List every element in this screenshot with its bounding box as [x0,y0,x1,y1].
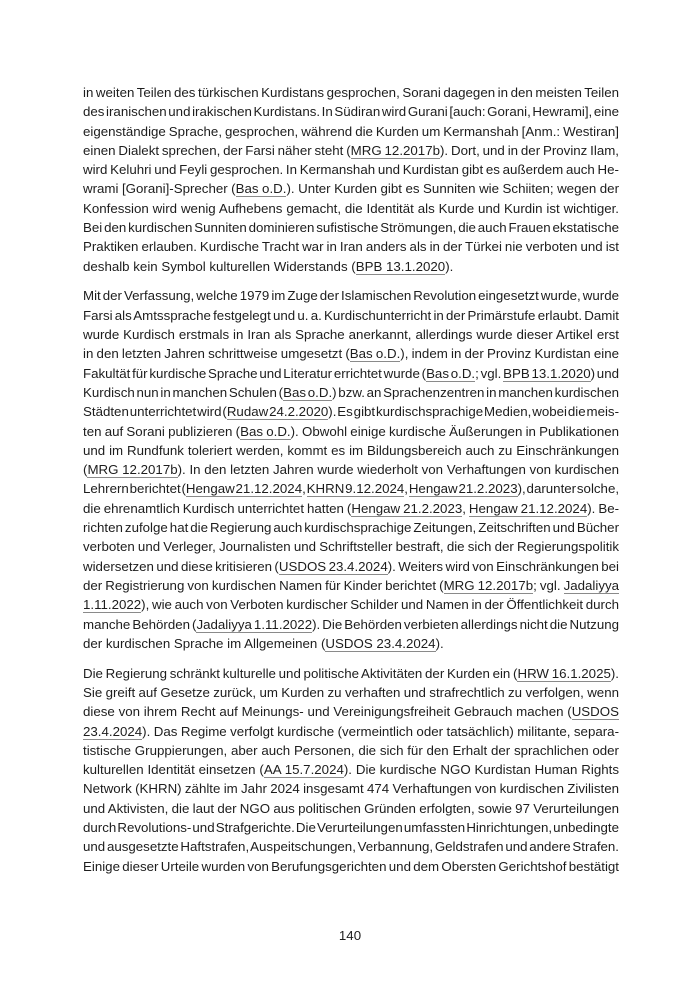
text-segment: wrami [Gorani]-Sprecher ( [83,181,236,197]
text-line [83,615,619,634]
citation-link[interactable]: USDOS 23.4.2024 [278,558,388,574]
text-segment: ), darunter solche, [517,481,620,497]
text-segment: verboten und Verleger, Journalisten und Schriftsteller bestraft, die sich der Regierungspolitik [83,539,619,555]
text-segment: ) bzw. an Sprachenzentren in manchen kurdischen [332,384,619,400]
citation-link[interactable]: Rudaw 24.2.2020 [226,404,329,420]
citation-link[interactable]: Bas o.D. [426,365,476,381]
text-segment: Bei den kurdischen Sunniten dominieren sufistische Strömungen, die auch Frauen ekstatische [83,220,619,236]
text-segment: Städten unterrichtet wird ( [83,404,227,420]
text-segment: wird Keluhri und Feyli gesprochen. In Kermanshah und Kurdistan gibt es außerdem auch He- [83,162,619,178]
text-segment: Lehrern berichtet ( [83,481,186,497]
text-segment: ). [435,635,444,651]
text-segment: Farsi als Amtssprache festgelegt und u. a. Kurdischunterricht in der Primärstufe erlaubt. Damit [83,307,619,323]
text-line [83,422,619,441]
text-segment: in weiten Teilen des türkischen Kurdistans gesprochen, Sorani dagegen in den meisten Teilen [83,85,619,100]
paragraph [83,664,619,876]
text-line [83,664,619,683]
text-line [83,441,619,460]
text-segment: ( [83,462,88,478]
text-segment: ). Es gibt kurdischsprachige Medien, wobei die meis- [328,404,619,420]
text-line [83,160,619,179]
text-segment: einen Dialekt sprechen, der Farsi näher steht ( [83,142,351,158]
text-line [83,237,619,256]
text-line [83,344,619,363]
text-segment: ten auf Sorani publizieren ( [83,423,241,439]
citation-link[interactable]: BPB 13.1.2020 [503,365,591,381]
text-segment: der Registrierung von kurdischen Namen für Kinder berichtet ( [83,577,444,593]
text-segment: ; vgl. [533,577,564,593]
text-segment: ). [445,258,454,274]
text-line [83,286,619,305]
text-line [83,460,619,479]
text-segment: in den letzten Jahren schrittweise umgesetzt ( [83,346,350,362]
text-segment: Fakultät für kurdische Sprache und Literatur errichtet wurde ( [83,365,427,381]
text-line [83,179,619,198]
text-line [83,634,619,653]
citation-link[interactable]: Bas o.D. [349,346,401,362]
text-segment: wurde Kurdisch erstmals in Iran als Sprache anerkannt, allerdings wurde dieser Artikel erst [83,327,619,343]
text-segment: manche Behörden ( [83,616,197,632]
text-segment: ). Die Behörden verbieten allerdings nicht die Nutzung [312,616,620,632]
text-line [83,537,619,556]
citation-link[interactable]: Bas o.D. [240,423,291,439]
text-segment: Praktiken erlauben. Kurdische Tracht war in Iran anders als in der Türkei nie verboten und ist [83,239,619,255]
citation-link[interactable]: Hengaw 21.12.2024 [185,481,303,497]
text-segment: widersetzen und diese kritisieren ( [83,558,279,574]
text-line [83,402,619,421]
text-line [83,122,619,141]
text-line [83,557,619,576]
citation-link[interactable]: USDOS [571,704,619,720]
text-line [83,479,619,498]
text-line [83,102,619,121]
text-line [83,818,619,837]
citation-link[interactable]: BPB 13.1.2020 [355,258,446,274]
text-segment: und Aktivisten, die laut der NGO aus politischen Gründen erfolgten, sowie 97 Verurteilungen [83,800,619,816]
text-segment: kulturellen Identität einsetzen ( [83,762,264,778]
paragraph [83,286,619,653]
text-segment: ). [610,665,619,681]
text-line [83,218,619,237]
text-line [83,306,619,325]
text-line [83,857,619,876]
citation-link[interactable]: Jadaliyya 1.11.2022 [196,616,313,632]
text-line [83,518,619,537]
text-line [83,83,619,102]
text-segment: , [462,500,469,516]
text-line [83,499,619,518]
citation-link[interactable]: MRG 12.2017b [350,142,440,158]
citation-link[interactable]: MRG 12.2017b [443,577,534,593]
text-line [83,325,619,344]
text-line [83,141,619,160]
text-segment: durch Revolutions- und Strafgerichte. Die Verurteilungen umfassten Hinrichtungen, unbedingte [83,819,619,835]
text-segment: und im Rundfunk toleriert werden, kommt es im Bildungsbereich auch zu Einschränkungen [83,442,619,458]
text-segment: des iranischen und irakischen Kurdistans. In Südiran wird Gurani [auch: Gorani, Hewrami], eine [83,104,619,120]
text-segment: ). Weiters wird von Einschränkungen bei [387,558,619,574]
text-segment: Kurdisch nun in manchen Schulen ( [83,384,284,400]
text-line [83,702,619,721]
citation-link[interactable]: MRG 12.2017b [87,462,178,478]
text-line [83,799,619,818]
text-line [83,364,619,383]
text-line [83,837,619,856]
text-segment: ). Das Regime verfolgt kurdische (vermeintlich oder tatsächlich) militante, separa- [142,723,619,739]
text-segment: deshalb kein Symbol kulturellen Widerstands ( [83,258,356,274]
text-segment: tistische Gruppierungen, aber auch Personen, die sich für den Erhalt der sprachlichen oder [83,742,619,758]
citation-link[interactable]: KHRN 9.12.2024 [306,481,405,497]
text-segment: ). Unter Kurden gibt es Sunniten wie Schiiten; wegen der [286,181,619,197]
text-segment: ). In den letzten Jahren wurde wiederholt von Verhaftungen von kurdischen [177,462,619,478]
citation-link[interactable]: Jadaliyya [563,577,620,593]
citation-link[interactable]: Hengaw 21.2.2023 [408,481,518,497]
text-segment: Die Regierung schränkt kulturelle und politische Aktivitäten der Kurden ein ( [83,665,518,681]
text-segment: Sie greift auf Gesetze zurück, um Kurden zu verhaften und strafrechtlich zu verfolgen, wenn [83,684,619,700]
page-number: 140 [338,928,362,943]
text-segment: Einige dieser Urteile wurden von Berufungsgerichten und dem Obersten Gerichtshof bestätigt [83,858,619,874]
citation-link[interactable]: HRW 16.1.2025 [517,665,611,681]
document-body [83,83,619,886]
text-segment: ), wie auch von Verboten kurdischer Schilder und Namen in der Öffentlichkeit durch [141,597,619,613]
text-segment: ). Obwohl einige kurdische Äußerungen in Publikationen [290,423,619,439]
text-segment: ), indem in der Provinz Kurdistan eine [400,346,619,362]
text-line [83,683,619,702]
text-line [83,760,619,779]
text-segment: die ehrenamtlich Kurdisch unterrichtet hatten ( [83,500,352,516]
citation-link[interactable]: USDOS 23.4.2024 [325,635,436,651]
text-segment: , [404,481,409,497]
text-segment: der kurdischen Sprache im Allgemeinen ( [83,635,326,651]
text-segment: Network (KHRN) zählte im Jahr 2024 insgesamt 474 Verhaftungen von kurdischen Zivilisten [83,781,619,797]
text-line [83,383,619,402]
citation-link[interactable]: Hengaw 21.2.2023 [351,500,463,516]
text-line [83,199,619,218]
text-line [83,722,619,741]
text-segment: ; vgl. [475,365,504,381]
text-segment: ). Be- [587,500,620,516]
text-segment: ). Die kurdische NGO Kurdistan Human Rights [343,762,619,778]
citation-link[interactable]: 1.11.2022 [83,597,142,613]
text-segment: , [302,481,307,497]
text-segment: diese von ihrem Recht auf Meinungs- und Vereinigungsfreiheit Gebrauch machen ( [83,704,572,720]
text-segment: Mit der Verfassung, welche 1979 im Zuge der Islamischen Revolution eingesetzt wurde, wurde [83,288,619,304]
text-segment: ). Dort, und in der Provinz Ilam, [439,142,619,158]
text-segment: ) und [590,365,619,381]
text-line [83,741,619,760]
citation-link[interactable]: 23.4.2024 [83,723,143,739]
text-segment: Konfession wird wenig Aufhebens gemacht, die Identität als Kurde und Kurdin ist wichtiger. [83,200,619,216]
citation-link[interactable]: AA 15.7.2024 [263,762,344,778]
citation-link[interactable]: Bas o.D. [283,384,333,400]
paragraph [83,83,619,276]
text-segment: eigenständige Sprache, gesprochen, während die Kurden um Kermanshah [Anm.: Westiran] [83,123,619,139]
text-segment: richten zufolge hat die Regierung auch kurdischsprachige Zeitungen, Zeitschriften und Bücher [83,520,619,536]
text-line [83,779,619,798]
text-line [83,257,619,276]
text-segment: und ausgesetzte Haftstrafen, Auspeitschungen, Verbannung, Geldstrafen und andere Strafen. [83,839,619,855]
citation-link[interactable]: Bas o.D. [235,181,287,197]
text-line [83,595,619,614]
text-line [83,576,619,595]
citation-link[interactable]: Hengaw 21.12.2024 [468,500,588,516]
